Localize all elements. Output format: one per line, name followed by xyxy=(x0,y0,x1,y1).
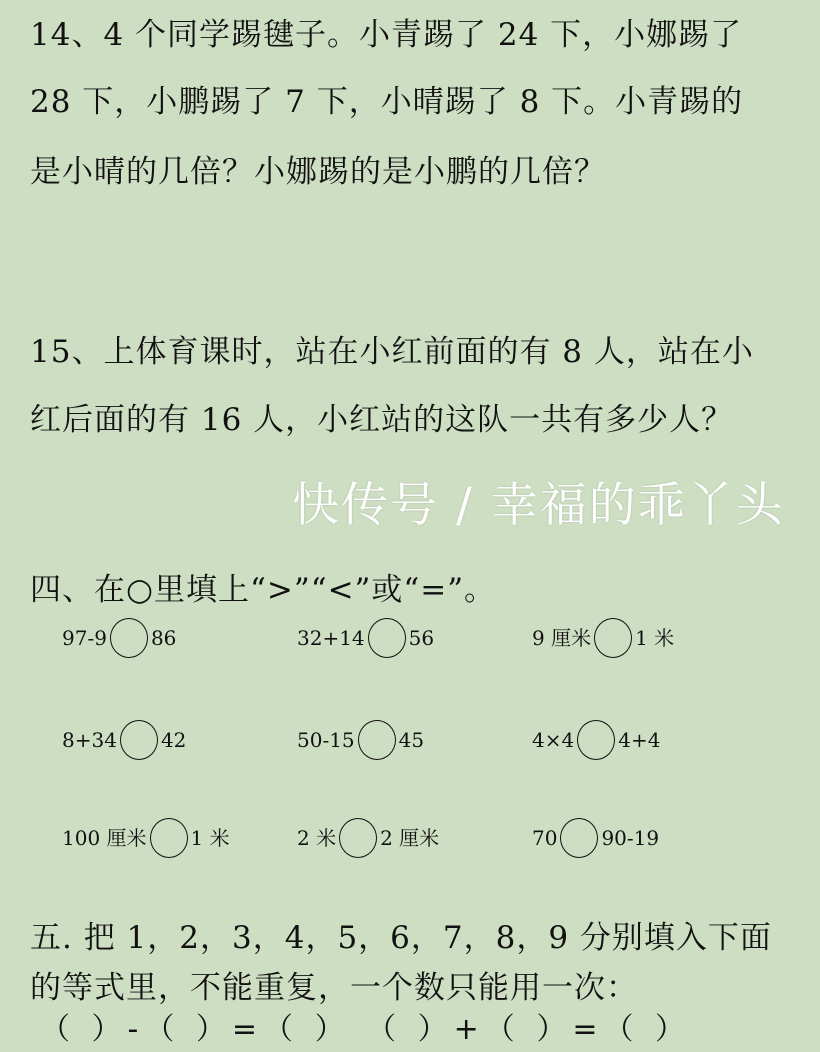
comparison-item xyxy=(62,818,230,858)
answer-circle[interactable] xyxy=(358,720,396,760)
left-expression: 50-15 xyxy=(297,728,355,752)
q14-line-2: 28 下，小鹏踢了 7 下，小晴踢了 8 下。小青踢的 xyxy=(30,84,744,120)
comparison-item xyxy=(532,720,660,760)
section-5-line-1: 五. 把 1，2，3，4，5，6，7，8，9 分别填入下面 xyxy=(30,920,772,956)
right-expression: 45 xyxy=(398,728,425,752)
section-4-title: 四、在○里填上“>”“<”或“=”。 xyxy=(30,572,497,608)
answer-circle[interactable] xyxy=(594,618,632,658)
right-expression: 42 xyxy=(160,728,187,752)
left-expression: 2 米 xyxy=(297,826,337,850)
fill-in-equation: （ ）-（ ）=（ ） （ ）+（ ）=（ ） xyxy=(40,1012,691,1047)
left-expression: 8+34 xyxy=(62,728,117,752)
q15-line-2: 红后面的有 16 人，小红站的这队一共有多少人？ xyxy=(30,402,734,438)
left-expression: 97-9 xyxy=(62,626,107,650)
left-expression: 70 xyxy=(532,826,558,850)
right-expression: 4+4 xyxy=(618,728,661,752)
comparison-item xyxy=(297,720,424,760)
right-expression: 1 米 xyxy=(190,826,230,850)
answer-circle[interactable] xyxy=(339,818,377,858)
section-5-line-2: 的等式里，不能重复，一个数只能用一次： xyxy=(30,970,638,1006)
q14-line-3: 是小晴的几倍？小娜踢的是小鹏的几倍？ xyxy=(30,154,606,190)
comparison-item xyxy=(532,818,659,858)
comparison-item xyxy=(532,618,674,658)
right-expression: 1 米 xyxy=(635,626,675,650)
q14-line-1: 14、4 个同学踢毽子。小青踢了 24 下，小娜踢了 xyxy=(30,17,743,53)
comparison-item xyxy=(297,618,434,658)
right-expression: 86 xyxy=(150,626,177,650)
answer-circle[interactable] xyxy=(560,818,598,858)
right-expression: 90-19 xyxy=(601,826,660,850)
comparison-item xyxy=(62,618,176,658)
answer-circle[interactable] xyxy=(110,618,148,658)
left-expression: 32+14 xyxy=(297,626,365,650)
answer-circle[interactable] xyxy=(150,818,188,858)
answer-circle[interactable] xyxy=(368,618,406,658)
q15-line-1: 15、上体育课时，站在小红前面的有 8 人，站在小 xyxy=(30,334,754,370)
left-expression: 9 厘米 xyxy=(532,626,592,650)
watermark: 快传号 / 幸福的乖丫头 xyxy=(292,478,785,533)
left-expression: 100 厘米 xyxy=(62,826,147,850)
comparison-item xyxy=(62,720,186,760)
left-expression: 4×4 xyxy=(532,728,575,752)
right-expression: 56 xyxy=(408,626,435,650)
answer-circle[interactable] xyxy=(120,720,158,760)
answer-circle[interactable] xyxy=(577,720,615,760)
comparison-item xyxy=(297,818,439,858)
right-expression: 2 厘米 xyxy=(380,826,440,850)
